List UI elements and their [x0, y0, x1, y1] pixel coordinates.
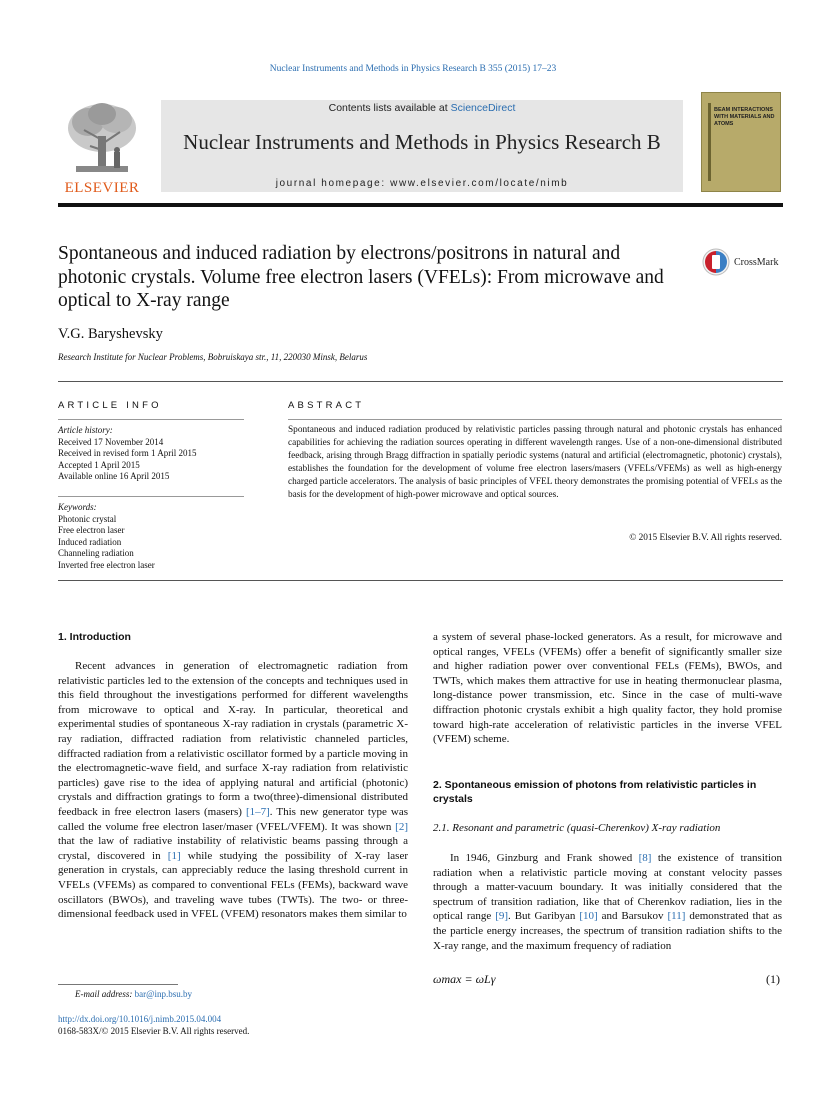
sciencedirect-link[interactable]: ScienceDirect [450, 102, 516, 114]
reference-link[interactable]: [11] [667, 910, 686, 923]
text-run: and Barsukov [601, 910, 664, 923]
contents-line [161, 102, 683, 114]
reference-link[interactable]: [1–7] [245, 805, 270, 818]
history-item: Received in revised form 1 April 2015 [58, 448, 197, 459]
article-history [58, 425, 244, 483]
history-item: Available online 16 April 2015 [58, 471, 170, 482]
email-link[interactable]: bar@inp.bsu.by [134, 989, 192, 999]
keyword-item: Channeling radiation [58, 548, 134, 559]
text-run: that the law of radiative instability of relativistic beams passing through a crystal, discovered in [58, 835, 408, 862]
text-run: demonstrated that as the particle energy increases, the spectrum of transition radiation shifts to the X-ray range, and the maximum frequency of radiation [433, 910, 783, 952]
journal-title: Nuclear Instruments and Methods in Physics Research B [183, 130, 661, 154]
author-affiliation: Research Institute for Nuclear Problems, Bobruiskaya str., 11, 220030 Minsk, Belarus [58, 352, 368, 362]
crossmark-label: CrossMark [734, 257, 779, 268]
right-column-top [433, 630, 782, 747]
publisher-name: ELSEVIER [64, 180, 140, 196]
keywords [58, 502, 244, 572]
keyword-item: Photonic crystal [58, 513, 117, 524]
journal-citation[interactable]: Nuclear Instruments and Methods in Physics Research B 355 (2015) 17–23 [269, 64, 557, 74]
journal-homepage [161, 178, 683, 189]
reference-link[interactable]: [2] [395, 820, 408, 833]
section2-paragraph [433, 851, 782, 953]
left-column [58, 659, 408, 922]
equation-number: (1) [766, 972, 780, 986]
crossmark-icon [702, 248, 730, 276]
keywords-label: Keywords: [58, 502, 97, 512]
divider-top [58, 381, 783, 382]
right-column-bottom [433, 851, 782, 953]
equation-1: ωmax = ωLγ [433, 972, 496, 986]
text-run: . This new generator type was called the volume free electron laser/maser (VFEL/VFEM). It was shown [58, 805, 409, 833]
subsection-heading: 2.1. Resonant and parametric (quasi-Cherenkov) X-ray radiation [433, 822, 721, 834]
abstract-heading: ABSTRACT [288, 400, 365, 411]
keyword-item: Induced radiation [58, 536, 122, 547]
journal-banner [161, 100, 683, 192]
text-run: the existence of transition radiation when a relativistic particle moving at constant velocity passes through a matter-vacuum boundary. It was initially considered that the spectrum of transition radiation, like that of Cherenkov radiation, lies in the optical range [433, 852, 783, 923]
homepage-prefix: journal homepage: [275, 178, 386, 189]
cover-title: BEAM INTERACTIONS WITH MATERIALS AND ATOMS [714, 107, 775, 127]
history-item: Accepted 1 April 2015 [58, 459, 140, 470]
article-info-heading: ARTICLE INFO [58, 400, 162, 411]
section-heading-introduction: 1. Introduction [58, 631, 131, 643]
text-run: Recent advances in generation of electromagnetic radiation from relativistic particles led to the extension of the concepts and techniques used in this field throughout the investigations performed for different wavelengths from microwave to optical and X-ray. In particular, theoretical and experimental studies of spontaneous X-ray radiation in crystals (parametric X-ray radiation, diffracted radiation from relativistic channeled particles, diffracted radiation from a relativistic oscillator formed by a particle moving in the electromagnetic-wave field, and surface X-ray radiation from relativistic particles) gave rise to the idea of applying natural and artificial (photonic) crystals and diffraction gratings to form a two(three)-dimensional distributed feedback in free electron lasers (masers) [58, 660, 408, 818]
section-heading-spontaneous-emission: 2. Spontaneous emission of photons from relativistic particles in crystals [433, 779, 757, 805]
footnote-email [75, 989, 192, 999]
article-title: Spontaneous and induced radiation by electrons/positrons in natural and photonic crystals. Volume free electron lasers (VFELs): From microwave and optical to X-ray range [58, 243, 664, 311]
contents-prefix: Contents lists available at [328, 102, 448, 114]
crossmark-badge[interactable] [702, 248, 792, 278]
abstract-text: Spontaneous and induced radiation produced by relativistic particles passing through natural and photonic crystals has enhanced capabilities for achieving the radiation sources operating in different wavelength ranges. Use of a non-one-dimensional distributed feedback, arising through Bragg diffraction in spatially periodic systems (natural and artificial (electromagnetic, photonic) crystals), establishes the foundation for the development of volume free electron lasers/masers (VFELs/VFEMs) as well as high-energy charged particle accelerators. The analysis of basic principles of VFEL theory demonstrates the promising potential of VFELs as the basis for the development of high-power microwave and optical sources. [288, 425, 782, 500]
journal-header [58, 92, 783, 202]
divider-info [58, 419, 244, 420]
keyword-item: Inverted free electron laser [58, 559, 155, 570]
author-name: V.G. Baryshevsky [58, 326, 163, 342]
elsevier-tree-icon [64, 100, 140, 178]
abstract-copyright: © 2015 Elsevier B.V. All rights reserved. [629, 533, 782, 543]
cover-stripe [708, 103, 711, 181]
history-label: Article history: [58, 425, 113, 435]
header-divider [58, 203, 783, 207]
reference-link[interactable]: [10] [579, 910, 598, 923]
journal-cover-thumbnail[interactable] [701, 92, 781, 192]
intro-paragraph-continued: a system of several phase-locked generators. As a result, for microwave and optical ranges, VFELs (VFEMs) offer a benefit of significantly smaller size and higher radiation power over conventional FELs (FEMs), BWOs, and TWTs, which makes them attractive for use in heating thermonuclear plasma, long-distance power transmission, etc. Since in the case of multi-wave diffraction photonic crystals exhibit a high quality factor, they hold promise toward high-rate acceleration of relativistic particles in the inverse VFEL (VFEM) scheme. [433, 631, 782, 746]
divider-abstract [288, 419, 782, 420]
elsevier-logo[interactable] [58, 100, 146, 200]
footnote-divider [58, 984, 178, 985]
doi-link[interactable]: http://dx.doi.org/10.1016/j.nimb.2015.04.004 [58, 1014, 222, 1024]
email-label: E-mail address: [75, 989, 133, 999]
divider-keywords [58, 496, 244, 497]
reference-link[interactable]: [1] [167, 849, 181, 862]
keyword-item: Free electron laser [58, 525, 125, 536]
text-run: while studying the possibility of X-ray laser generation in crystals, can appreciably reduce the lasing threshold current in VFELs (VFEMs) as compared to conventional FELs (FEMs), backward wave oscillators (BWOs), and traveling wave tubes (TWTs). The two- or three-dimensional feedback used in VFEL (VFEM) resonators makes them similar to [58, 849, 409, 921]
intro-paragraph [58, 659, 408, 922]
issn-copyright: 0168-583X/© 2015 Elsevier B.V. All rights reserved. [58, 1026, 250, 1036]
text-run: In 1946, Ginzburg and Frank showed [450, 852, 633, 864]
text-run: . But Garibyan [508, 910, 576, 923]
reference-link[interactable]: [9] [495, 910, 509, 923]
divider-body [58, 580, 783, 581]
homepage-link[interactable]: www.elsevier.com/locate/nimb [390, 178, 569, 189]
history-item: Received 17 November 2014 [58, 436, 164, 447]
reference-link[interactable]: [8] [638, 852, 652, 864]
